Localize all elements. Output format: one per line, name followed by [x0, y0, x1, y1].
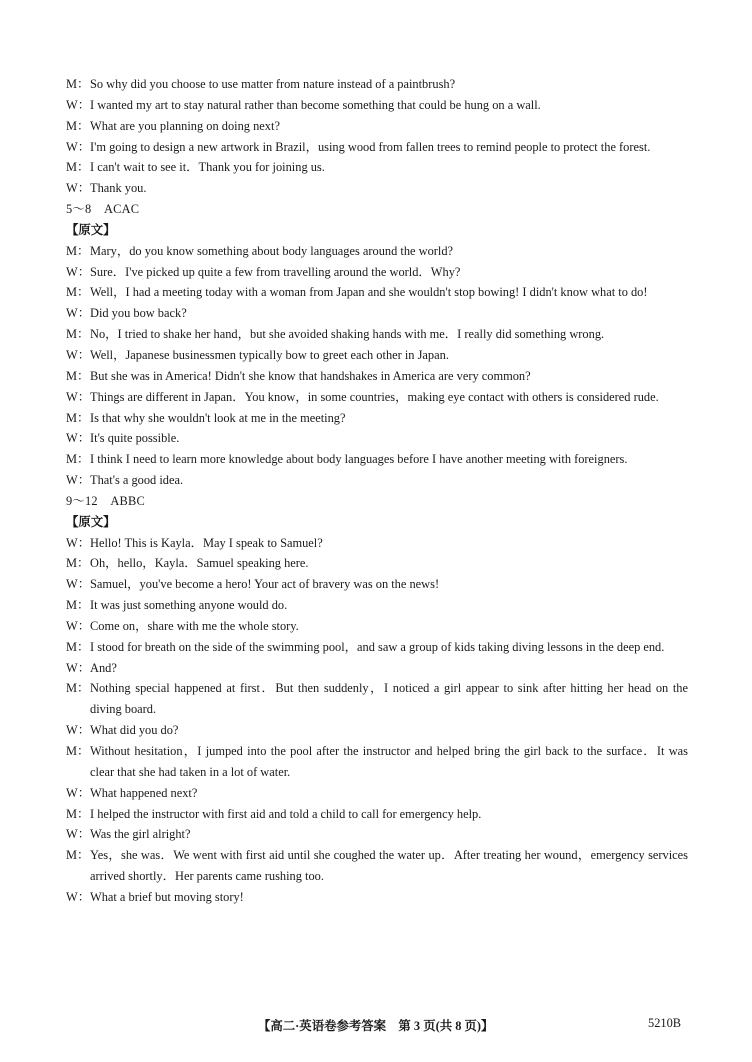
- dialogue-text: I stood for breath on the side of the swimming pool，and saw a group of kids taking diving lessons in the deep end.: [90, 639, 665, 654]
- answer-key: 9～12 ABBC: [66, 493, 145, 508]
- dialogue-line: [66, 533, 688, 554]
- dialogue-text: Mary，do you know something about body languages around the world?: [90, 243, 454, 258]
- dialogue-line: [66, 282, 688, 303]
- transcript-header: 【原文】: [66, 514, 116, 529]
- dialogue-text: Oh，hello，Kayla．Samuel speaking here.: [90, 556, 309, 571]
- dialogue-line: [66, 845, 688, 887]
- dialogue-line: [66, 824, 688, 845]
- speaker-label: M：: [66, 598, 90, 613]
- speaker-label: W：: [66, 723, 91, 738]
- dialogue-line: [66, 428, 688, 449]
- dialogue-line: [66, 470, 688, 491]
- page-footer: [0, 1016, 752, 1040]
- dialogue-text: I'm going to design a new artwork in Brazil，using wood from fallen trees to remind people to protect the forest.: [90, 139, 651, 154]
- transcript-header: 【原文】: [66, 222, 116, 237]
- speaker-label: M：: [66, 639, 90, 654]
- dialogue-text: That's a good idea.: [90, 473, 184, 488]
- dialogue-text: Hello! This is Kayla．May I speak to Samuel?: [90, 535, 323, 550]
- speaker-label: W：: [66, 535, 91, 550]
- speaker-label: W：: [66, 889, 91, 904]
- dialogue-line: [66, 741, 688, 783]
- speaker-label: W：: [66, 97, 91, 112]
- speaker-label: W：: [66, 827, 91, 842]
- speaker-label: W：: [66, 660, 91, 675]
- speaker-label: W：: [66, 347, 91, 362]
- speaker-label: M：: [66, 118, 90, 133]
- dialogue-line: [66, 137, 688, 158]
- speaker-label: W：: [66, 785, 91, 800]
- dialogue-text: What did you do?: [90, 723, 179, 738]
- dialogue-line: [66, 178, 688, 199]
- dialogue-text: What a brief but moving story!: [90, 889, 244, 904]
- speaker-label: W：: [66, 431, 91, 446]
- dialogue-text: No，I tried to shake her hand，but she avoided shaking hands with me．I really did something wrong.: [90, 327, 605, 342]
- dialogue-line: [66, 783, 688, 804]
- dialogue-text: Well，Japanese businessmen typically bow to greet each other in Japan.: [90, 347, 449, 362]
- dialogue-text: But she was in America! Didn't she know that handshakes in America are very common?: [90, 368, 531, 383]
- dialogue-text: It's quite possible.: [90, 431, 180, 446]
- dialogue-text: What happened next?: [90, 785, 198, 800]
- dialogue-text: I can't wait to see it．Thank you for joining us.: [90, 160, 325, 175]
- speaker-label: M：: [66, 160, 90, 175]
- dialogue-text: And?: [90, 660, 117, 675]
- dialogue-text: I helped the instructor with first aid and told a child to call for emergency help.: [90, 806, 482, 821]
- dialogue-text: I wanted my art to stay natural rather than become something that could be hung on a wall.: [90, 97, 541, 112]
- dialogue-text: Come on，share with me the whole story.: [90, 618, 299, 633]
- dialogue-line: [66, 553, 688, 574]
- speaker-label: M：: [66, 410, 90, 425]
- speaker-label: W：: [66, 473, 91, 488]
- footer-title: 【高二·英语卷参考答案 第 3 页(共 8 页)】: [258, 1019, 494, 1033]
- speaker-label: M：: [66, 368, 90, 383]
- dialogue-text: Things are different in Japan．You know，in some countries，making eye contact with others is considered rude.: [90, 389, 659, 404]
- dialogue-text: Sure．I've picked up quite a few from travelling around the world．Why?: [90, 264, 461, 279]
- dialogue-text: Nothing special happened at first．But then suddenly，I noticed a girl appear to sink after hitting her head on the diving board.: [90, 681, 688, 717]
- transcript-content: [66, 74, 688, 908]
- section-3: [66, 491, 688, 908]
- section-1-dialogue: [66, 74, 688, 199]
- dialogue-line: [66, 345, 688, 366]
- dialogue-line: [66, 262, 688, 283]
- speaker-label: M：: [66, 77, 90, 91]
- answer-key: 5～8 ACAC: [66, 202, 140, 217]
- dialogue-line: [66, 157, 688, 178]
- speaker-label: W：: [66, 139, 91, 154]
- dialogue-line: [66, 241, 688, 262]
- dialogue-text: Well，I had a meeting today with a woman from Japan and she wouldn't stop bowing! I didn't know what to do!: [90, 285, 648, 300]
- dialogue-text: I think I need to learn more knowledge about body languages before I have another meeting with foreigners.: [90, 452, 628, 467]
- dialogue-text: Without hesitation，I jumped into the pool after the instructor and helped bring the girl back to the surface．It was clear that she had taken in a lot of water.: [90, 744, 688, 779]
- speaker-label: W：: [66, 577, 91, 592]
- dialogue-line: [66, 366, 688, 387]
- dialogue-line: [66, 303, 688, 324]
- dialogue-line: [66, 574, 688, 595]
- speaker-label: W：: [66, 306, 91, 321]
- dialogue-line: [66, 637, 688, 658]
- speaker-label: M：: [66, 681, 90, 696]
- speaker-label: M：: [66, 452, 90, 467]
- dialogue-line: [66, 595, 688, 616]
- dialogue-text: Yes，she was．We went with first aid until she coughed the water up．After treating her wound，emergency services arrived shortly．Her parents came rushing too.: [90, 848, 688, 884]
- speaker-label: M：: [66, 806, 90, 821]
- dialogue-line: [66, 116, 688, 137]
- speaker-label: W：: [66, 618, 91, 633]
- speaker-label: W：: [66, 181, 91, 196]
- dialogue-text: Did you bow back?: [90, 306, 187, 321]
- dialogue-text: Thank you.: [90, 181, 147, 196]
- dialogue-text: It was just something anyone would do.: [90, 598, 288, 613]
- footer-code: 5210B: [648, 1016, 682, 1030]
- dialogue-line: [66, 74, 688, 95]
- dialogue-line: [66, 720, 688, 741]
- dialogue-line: [66, 408, 688, 429]
- dialogue-text: Was the girl alright?: [90, 827, 191, 842]
- speaker-label: M：: [66, 285, 90, 300]
- dialogue-text: Is that why she wouldn't look at me in the meeting?: [90, 410, 346, 425]
- speaker-label: M：: [66, 243, 90, 258]
- dialogue-line: [66, 678, 688, 720]
- dialogue-line: [66, 387, 688, 408]
- speaker-label: M：: [66, 848, 90, 863]
- dialogue-line: [66, 804, 688, 825]
- dialogue-text: What are you planning on doing next?: [90, 118, 280, 133]
- dialogue-line: [66, 616, 688, 637]
- dialogue-text: Samuel，you've become a hero! Your act of bravery was on the news!: [90, 577, 440, 592]
- speaker-label: W：: [66, 264, 91, 279]
- speaker-label: M：: [66, 327, 90, 342]
- dialogue-text: So why did you choose to use matter from nature instead of a paintbrush?: [90, 77, 456, 91]
- speaker-label: M：: [66, 744, 90, 758]
- speaker-label: M：: [66, 556, 90, 571]
- speaker-label: W：: [66, 389, 91, 404]
- section-2: [66, 199, 688, 491]
- dialogue-line: [66, 887, 688, 908]
- dialogue-line: [66, 658, 688, 679]
- dialogue-line: [66, 324, 688, 345]
- dialogue-line: [66, 449, 688, 470]
- dialogue-line: [66, 95, 688, 116]
